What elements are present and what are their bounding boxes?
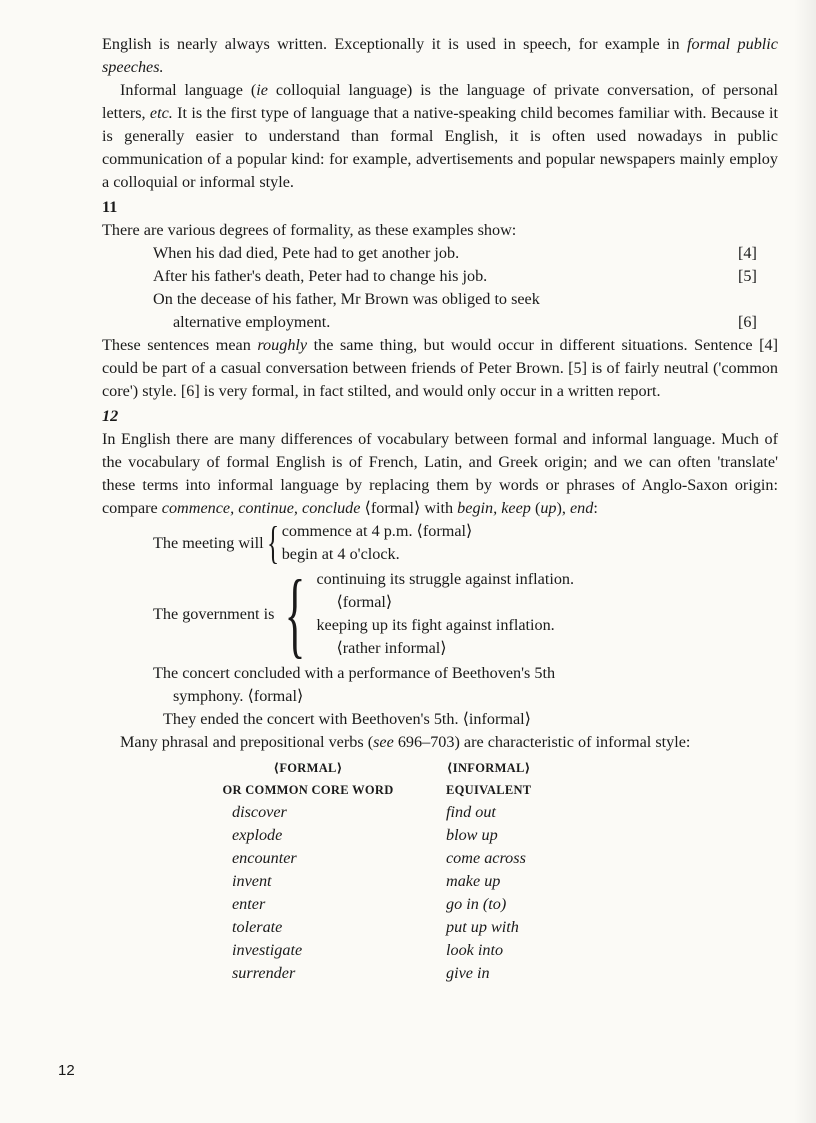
phrasal-verbs-paragraph: Many phrasal and prepositional verbs (see 696–703) are characteristic of informal style: (120, 733, 691, 751)
paragraph-2: Informal language (ie colloquial language) is the language of private conversation, of personal letters, etc. It is the first type of language that a native-speaking child becomes familiar with. Because it is generally easier to understand than formal English, it is often used nowadays in public communication of a popular kind: for example, advertisements and popular newspapers mainly employ a colloquial or informal style. (102, 81, 778, 191)
page-edge-shadow (794, 0, 816, 1123)
section-11-explanation: These sentences mean roughly the same thing, but would occur in different situations. Sentence [4] could be part of a casual conversation between friends of Peter Brown. [5] is of fairly neutral ('common core') style. [6] is very formal, in fact stilted, and would only occur in a written report. (102, 336, 778, 400)
table-row: tolerate put up with (232, 918, 519, 936)
example-6-cont: alternative employment. [6] (173, 313, 757, 331)
col-subheader-formal: OR COMMON CORE WORD (222, 783, 394, 797)
brace-symbol: { (285, 560, 306, 667)
brace-symbol: { (266, 517, 279, 568)
section-11-intro: There are various degrees of formality, as these examples show: (102, 221, 517, 239)
table-row: investigate look into (232, 941, 504, 959)
section-12-intro: In English there are many differences of vocabulary between formal and informal language. Much of the vocabulary of formal English is of French, Latin, and Greek origin; and we can often 'translate' these terms into informal language by replacing them by words or phrases of Anglo-Saxon origin: compare commence, continue, conclude ⟨formal⟩ with begin, keep (up), end: (102, 430, 778, 517)
page-body (102, 33, 778, 985)
example-list (153, 242, 778, 334)
meeting-example: The meeting will { commence at 4 p.m. ⟨formal⟩ begin at 4 o'clock. (153, 517, 473, 568)
table-row: enter go in (to) (232, 895, 507, 913)
example-5: After his father's death, Peter had to change his job. [5] (153, 267, 757, 285)
col-subheader-informal: EQUIVALENT (446, 783, 532, 797)
government-example: The government is { continuing its struggle against inflation. ⟨formal⟩ keeping up its fight against inflation. ⟨rather informal⟩ (153, 560, 575, 667)
section-number-11: 11 (102, 198, 118, 216)
paragraph-1: English is nearly always written. Exceptionally it is used in speech, for example in formal public speeches. (102, 35, 778, 76)
col-header-informal: ⟨INFORMAL⟩ (446, 761, 531, 775)
col-header-formal: ⟨FORMAL⟩ (273, 761, 343, 775)
table-row: encounter come across (232, 849, 526, 867)
concert-example-formal: The concert concluded with a performance of Beethoven's 5th symphony. ⟨formal⟩ (153, 664, 556, 705)
table-row: explode blow up (232, 826, 498, 844)
table-row: invent make up (232, 872, 501, 890)
table-row: discover find out (232, 803, 496, 821)
section-number-12: 12 (102, 407, 119, 425)
table-row: surrender give in (232, 964, 490, 982)
example-4: When his dad died, Pete had to get another job. [4] (153, 244, 757, 262)
example-6: On the decease of his father, Mr Brown was obliged to seek (153, 290, 540, 308)
concert-example-informal: They ended the concert with Beethoven's 5th. ⟨informal⟩ (163, 710, 531, 728)
page-number: 12 (58, 1062, 75, 1079)
vocabulary-table (170, 757, 531, 985)
